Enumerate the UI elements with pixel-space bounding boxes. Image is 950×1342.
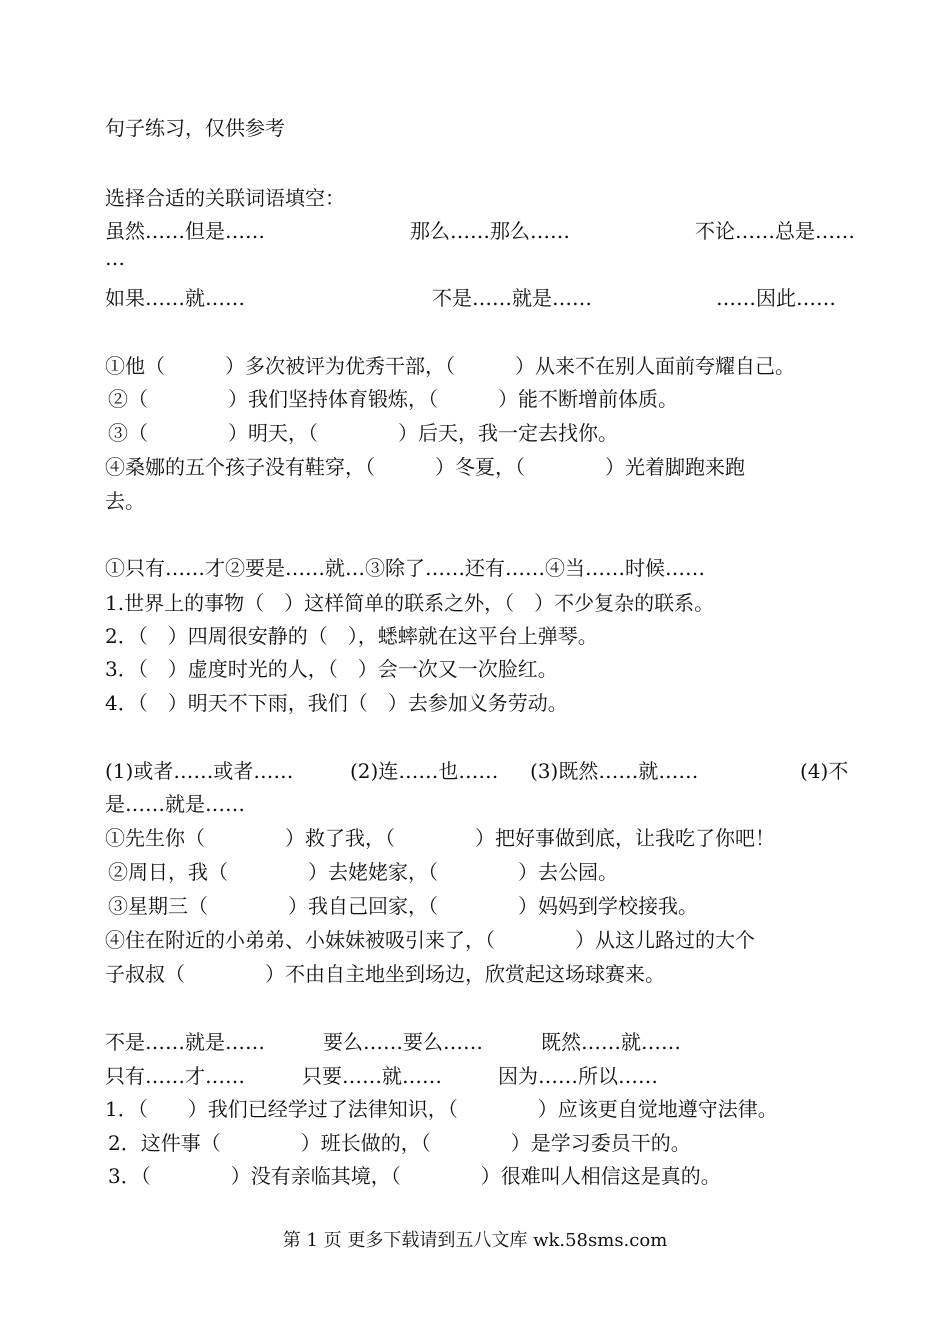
s3-option-wrap: 是……就是…… [105, 792, 245, 816]
s1-question-2: ②（ ）我们坚持体育锻炼，（ ）能不断增前体质。 [108, 387, 678, 411]
s1-option-wrap: … [105, 246, 125, 270]
s2-question-2: 2．（ ）四周很安静的（ ），蟋蟀就在这平台上弹琴。 [105, 624, 598, 648]
s3-option: (3)既然……就…… [530, 759, 699, 783]
s4-option: 因为……所以…… [498, 1064, 658, 1088]
s1-option: 虽然……但是…… [105, 219, 265, 243]
s1-question-4: ④桑娜的五个孩子没有鞋穿，（ ）冬夏，（ ）光着脚跑来跑 [105, 455, 745, 479]
s4-question-3: 3．（ ）没有亲临其境，（ ）很难叫人相信这是真的。 [108, 1164, 721, 1188]
s1-option: 那么……那么…… [410, 219, 570, 243]
s1-question-1: ①他（ ）多次被评为优秀干部，（ ）从来不在别人面前夸耀自己。 [105, 354, 795, 378]
s3-question-4: ④住在附近的小弟弟、小妹妹被吸引来了，（ ）从这儿路过的大个 [105, 928, 755, 952]
s2-question-3: 3．（ ）虚度时光的人，（ ）会一次又一次脸红。 [105, 657, 558, 681]
s3-question-4-cont: 子叔叔（ ）不由自主地坐到场边，欣赏起这场球赛来。 [105, 962, 665, 986]
s3-question-1: ①先生你（ ）救了我，（ ）把好事做到底，让我吃了你吧！ [105, 826, 775, 850]
s4-question-1: 1．（ ）我们已经学过了法律知识，（ ）应该更自觉地遵守法律。 [105, 1097, 778, 1121]
s2-question-1: 1.世界上的事物（ ）这样简单的联系之外，（ ）不少复杂的联系。 [105, 591, 715, 615]
s1-question-3: ③（ ）明天，（ ）后天，我一定去找你。 [108, 421, 618, 445]
s1-option: ……因此…… [716, 286, 836, 310]
s4-option: 只有……才…… [105, 1064, 245, 1088]
s4-option: 不是……就是…… [105, 1030, 265, 1054]
s3-question-3: ③星期三（ ）我自己回家，（ ）妈妈到学校接我。 [108, 894, 698, 918]
s1-question-4-cont: 去。 [105, 489, 145, 513]
s4-option: 要么……要么…… [323, 1030, 483, 1054]
s3-question-2: ②周日，我（ ）去姥姥家，（ ）去公园。 [108, 860, 618, 884]
s3-option: (2)连……也…… [350, 759, 499, 783]
s1-option: 不论……总是…… [695, 219, 855, 243]
s2-question-4: 4．（ ）明天不下雨，我们（ ）去参加义务劳动。 [105, 691, 568, 715]
s1-option: 不是……就是…… [432, 286, 592, 310]
s4-question-2: 2．这件事（ ）班长做的，（ ）是学习委员干的。 [108, 1131, 691, 1155]
s1-instruction: 选择合适的关联词语填空： [105, 186, 345, 210]
page-footer: 第 1 页 更多下载请到五八文库 wk.58sms.com [282, 1230, 668, 1251]
s3-option: (4)不 [800, 759, 849, 783]
doc-title: 句子练习，仅供参考 [105, 116, 285, 140]
s4-option: 只要……就…… [302, 1064, 442, 1088]
s3-option: (1)或者……或者…… [105, 759, 294, 783]
s2-options: ①只有……才②要是……就…③除了……还有……④当……时候…… [105, 556, 705, 580]
s4-option: 既然……就…… [541, 1030, 681, 1054]
s1-option: 如果……就…… [105, 286, 245, 310]
